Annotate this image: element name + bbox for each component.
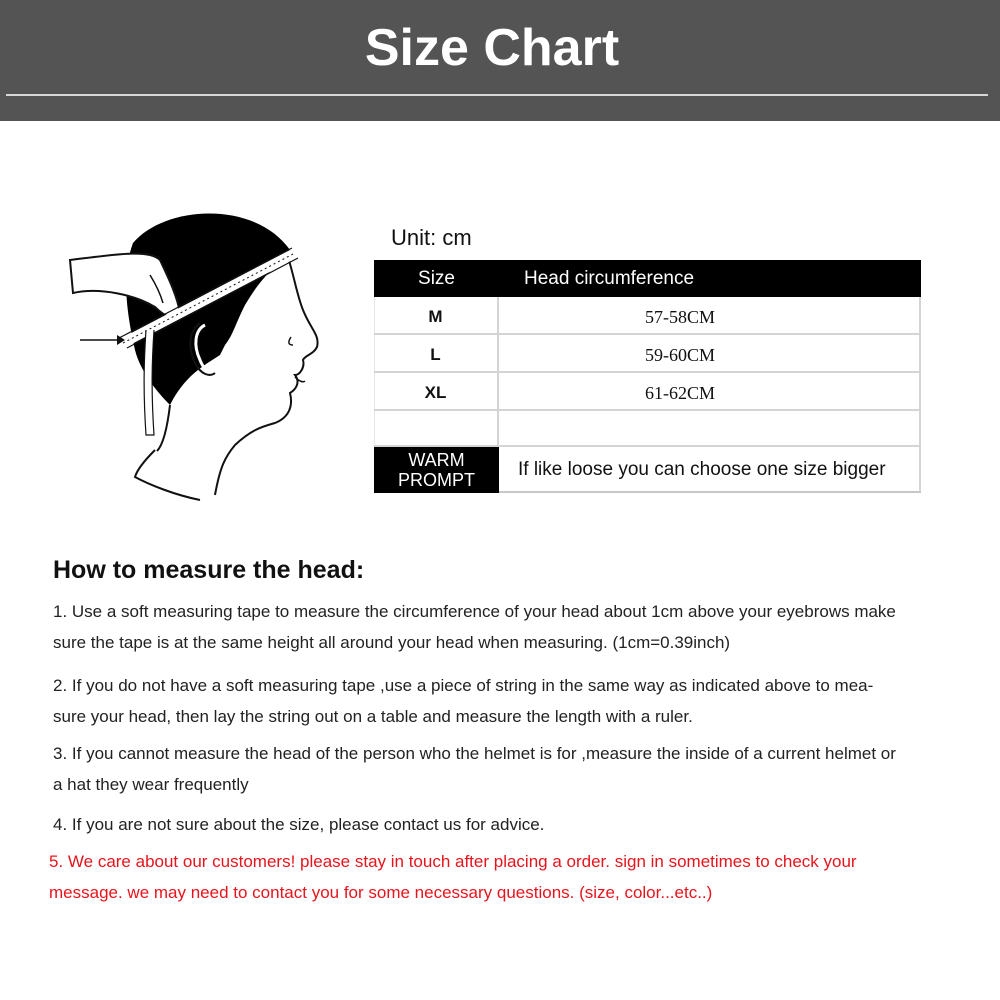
- table-row: [374, 335, 921, 373]
- circumference-cell: [499, 411, 921, 445]
- size-cell: XL: [374, 373, 499, 409]
- step-line: 1. Use a soft measuring tape to measure the circumference of your head about 1cm above your eyebrows make: [53, 602, 896, 621]
- instruction-step-4: [53, 809, 963, 840]
- table-row-empty: [374, 411, 921, 447]
- size-cell: M: [374, 297, 499, 333]
- circumference-cell: 59-60CM: [644, 345, 715, 365]
- head-profile-icon: [55, 195, 345, 505]
- header-band: [0, 0, 1000, 121]
- size-cell: L: [374, 335, 499, 371]
- head-measuring-illustration: [55, 195, 345, 505]
- step-line: a hat they wear frequently: [53, 775, 249, 794]
- step-line: sure your head, then lay the string out on a table and measure the length with a ruler.: [53, 707, 693, 726]
- warm-prompt-label-line1: WARM: [408, 450, 465, 470]
- header-divider: [6, 94, 988, 96]
- column-header-head-circumference: Head circumference: [524, 268, 695, 289]
- table-header-row: [374, 260, 921, 297]
- column-header-size: Size: [418, 268, 455, 289]
- warm-prompt-label-line2: PROMPT: [397, 470, 475, 490]
- warm-prompt-label: [374, 447, 499, 493]
- table-row: [374, 297, 921, 335]
- warm-prompt-row: [374, 447, 921, 493]
- instruction-step-1: [53, 596, 963, 658]
- step-line: 3. If you cannot measure the head of the person who the helmet is for ,measure the inside of a current helmet or: [53, 744, 896, 763]
- how-to-measure-section: [49, 556, 973, 902]
- instruction-step-3: [53, 738, 963, 800]
- step-line: message. we may need to contact you for some necessary questions. (size, color...etc..): [49, 883, 713, 902]
- unit-label: Unit: cm: [391, 225, 472, 250]
- instruction-step-5-notice: [49, 846, 959, 908]
- step-line: 5. We care about our customers! please stay in touch after placing a order. sign in sometimes to check your: [49, 852, 857, 871]
- table-row: [374, 373, 921, 411]
- step-line: sure the tape is at the same height all around your head when measuring. (1cm=0.39inch): [53, 633, 731, 652]
- warm-prompt-text: If like loose you can choose one size bigger: [518, 459, 886, 480]
- section-title: How to measure the head:: [53, 556, 365, 584]
- size-cell: [374, 411, 499, 445]
- circumference-cell: 61-62CM: [644, 383, 715, 403]
- instruction-step-2: [53, 670, 963, 732]
- step-line: 2. If you do not have a soft measuring tape ,use a piece of string in the same way as indicated above to mea-: [53, 676, 874, 695]
- page-title: Size Chart: [364, 19, 620, 77]
- circumference-cell: 57-58CM: [644, 307, 715, 327]
- step-line: 4. If you are not sure about the size, please contact us for advice.: [53, 815, 545, 834]
